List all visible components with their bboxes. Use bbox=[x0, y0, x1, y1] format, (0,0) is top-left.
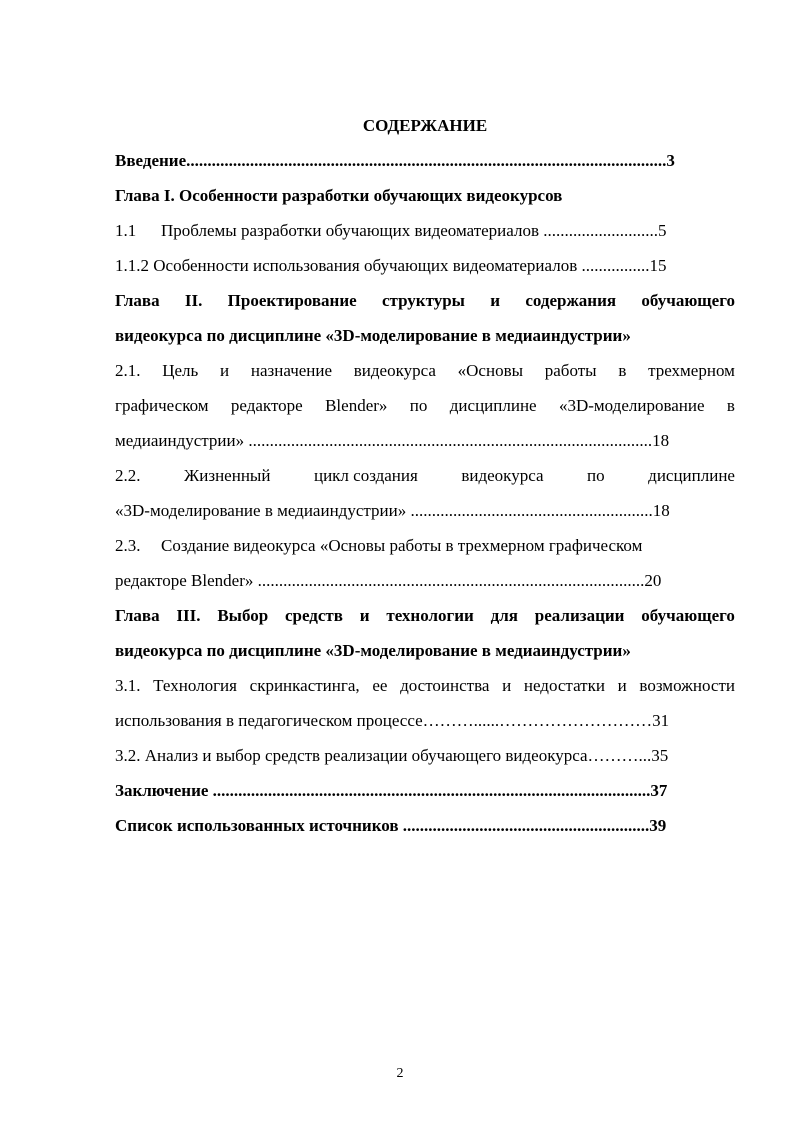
word: реализации bbox=[534, 606, 625, 625]
word: работы bbox=[544, 361, 597, 380]
word: средств bbox=[284, 606, 343, 625]
word: Blender» bbox=[325, 396, 388, 415]
word: и bbox=[220, 361, 230, 380]
word: технологии bbox=[386, 606, 474, 625]
word: возможности bbox=[639, 676, 735, 695]
word: Глава bbox=[115, 606, 160, 625]
word: Жизненный bbox=[184, 466, 271, 485]
section-text: Проблемы разработки обучающих видеоматериалов ...........................5 bbox=[161, 221, 667, 240]
word: в bbox=[726, 396, 735, 415]
toc-chapter-2-line-2: видеокурса по дисциплине «3D-моделирование в медиаиндустрии» bbox=[115, 326, 631, 345]
word: назначение bbox=[250, 361, 333, 380]
toc-chapter-3-line-2: видеокурса по дисциплине «3D-моделирование в медиаиндустрии» bbox=[115, 641, 631, 660]
word: Технология bbox=[153, 676, 237, 695]
word: «Основы bbox=[457, 361, 524, 380]
word: 3.1. bbox=[115, 676, 141, 695]
toc-chapter-1: Глава I. Особенности разработки обучающих видеокурсов bbox=[115, 186, 563, 205]
word: структуры bbox=[381, 291, 465, 310]
word: 2.2. bbox=[115, 466, 141, 485]
word: содержания bbox=[525, 291, 617, 310]
word: графическом bbox=[115, 396, 209, 415]
word: дисциплине bbox=[648, 466, 735, 485]
toc-section-1-1 bbox=[115, 220, 735, 242]
toc-title: СОДЕРЖАНИЕ bbox=[362, 116, 488, 135]
word: скринкастинга, bbox=[249, 676, 360, 695]
toc-section-3-1-line-1 bbox=[115, 675, 735, 697]
word: недостатки bbox=[523, 676, 605, 695]
toc-section-3-2: 3.2. Анализ и выбор средств реализации обучающего видеокурса………...35 bbox=[115, 746, 669, 765]
word: обучающего bbox=[641, 291, 735, 310]
word: цикл создания bbox=[313, 466, 418, 485]
word: II. bbox=[184, 291, 203, 310]
word: редакторе bbox=[230, 396, 303, 415]
toc-section-2-2-line-1 bbox=[115, 465, 735, 487]
toc-section-1-1-2: 1.1.2 Особенности использования обучающих видеоматериалов ................15 bbox=[115, 256, 667, 275]
toc-section-2-3-line-2: редакторе Blender» ...........................................................................................20 bbox=[115, 571, 662, 590]
word: и bbox=[617, 676, 627, 695]
word: и bbox=[502, 676, 512, 695]
toc-intro: Введение.................................................................................................................3 bbox=[115, 151, 675, 170]
word: и bbox=[490, 291, 501, 310]
word: трехмерном bbox=[648, 361, 735, 380]
toc-chapter-3-line-1 bbox=[115, 605, 735, 627]
toc-section-3-1-line-2: использования в педагогическом процессе………......………………………31 bbox=[115, 711, 670, 730]
word: в bbox=[618, 361, 627, 380]
word: III. bbox=[176, 606, 201, 625]
word: и bbox=[359, 606, 370, 625]
word: ее bbox=[372, 676, 388, 695]
word: по bbox=[409, 396, 428, 415]
word: Глава bbox=[115, 291, 160, 310]
page-number: 2 bbox=[396, 1066, 404, 1081]
toc-chapter-2-line-1 bbox=[115, 290, 735, 312]
word: дисциплине bbox=[449, 396, 537, 415]
toc-section-2-2-line-2: «3D-моделирование в медиаиндустрии» .........................................................18 bbox=[115, 501, 670, 520]
section-text: Создание видеокурса «Основы работы в трехмерном графическом bbox=[161, 536, 643, 555]
word: обучающего bbox=[641, 606, 735, 625]
word: видеокурса bbox=[353, 361, 436, 380]
toc-section-2-3-line-1 bbox=[115, 535, 735, 557]
word: Цель bbox=[162, 361, 199, 380]
word: Проектирование bbox=[227, 291, 357, 310]
toc-conclusion: Заключение .......................................................................................................37 bbox=[115, 781, 668, 800]
section-number: 2.3. bbox=[115, 536, 141, 555]
toc-section-2-1-line-2 bbox=[115, 395, 735, 417]
word: достоинства bbox=[400, 676, 490, 695]
toc-section-2-1-line-1 bbox=[115, 360, 735, 382]
toc-sources: Список использованных источников ..........................................................39 bbox=[115, 816, 667, 835]
word: по bbox=[587, 466, 605, 485]
word: 2.1. bbox=[115, 361, 141, 380]
toc-section-2-1-line-3: медиаиндустрии» ...............................................................................................18 bbox=[115, 431, 670, 450]
word: видеокурса bbox=[461, 466, 544, 485]
word: Выбор bbox=[217, 606, 269, 625]
word: «3D-моделирование bbox=[558, 396, 705, 415]
section-number: 1.1 bbox=[115, 221, 137, 240]
word: для bbox=[490, 606, 518, 625]
